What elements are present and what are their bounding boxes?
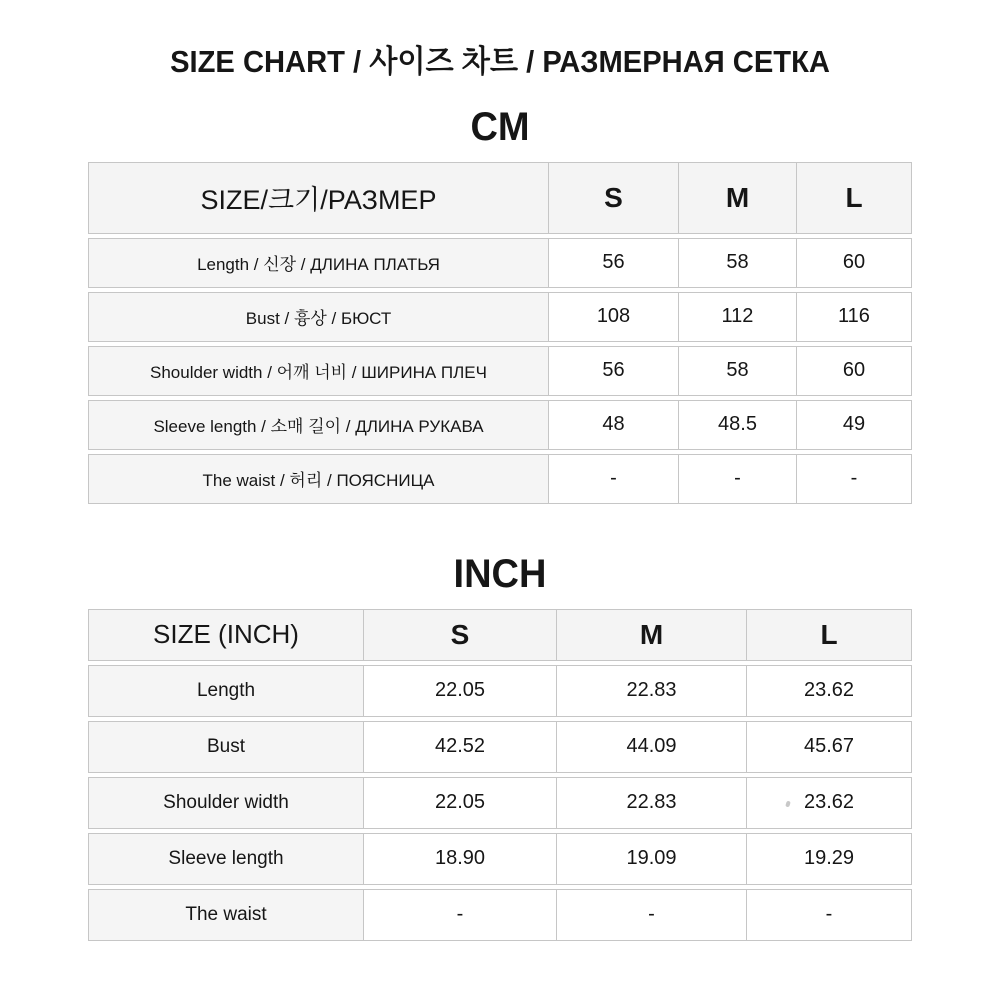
row-label: Sleeve length: [89, 834, 363, 884]
table-row-length-cm: [88, 238, 912, 288]
table-row-bust-inch: [88, 721, 912, 773]
cm-section-heading: CM: [470, 105, 530, 149]
value-l: 49: [796, 401, 911, 449]
value-m: 44.09: [556, 722, 746, 772]
inch-size-m-header: M: [556, 610, 746, 660]
value-m: 19.09: [556, 834, 746, 884]
value-l: 60: [796, 239, 911, 287]
table-row-waist-inch: [88, 889, 912, 941]
value-m: 22.83: [556, 778, 746, 828]
row-label: Shoulder width / 어깨 너비 / ШИРИНА ПЛЕЧ: [89, 347, 548, 395]
value-m: 48.5: [678, 401, 796, 449]
value-l: 45.67: [746, 722, 911, 772]
value-s: 18.90: [363, 834, 556, 884]
value-m: 112: [678, 293, 796, 341]
value-l: 60: [796, 347, 911, 395]
value-s: -: [363, 890, 556, 940]
table-row-sleeve-cm: [88, 400, 912, 450]
inch-size-l-header: L: [746, 610, 911, 660]
value-l: -: [746, 890, 911, 940]
table-row-sleeve-inch: [88, 833, 912, 885]
value-s: 56: [548, 239, 678, 287]
value-s: 42.52: [363, 722, 556, 772]
inch-size-s-header: S: [363, 610, 556, 660]
value-m: 58: [678, 347, 796, 395]
value-l: -: [796, 455, 911, 503]
inch-size-label-header: SIZE (INCH): [153, 619, 299, 650]
page-title: SIZE CHART / 사이즈 차트 / РАЗМЕРНАЯ СЕТКА: [170, 44, 830, 79]
inch-table-header-row: [88, 609, 912, 661]
cm-size-s-header: S: [548, 163, 678, 233]
value-s: -: [548, 455, 678, 503]
table-row-length-inch: [88, 665, 912, 717]
row-label: Bust: [89, 722, 363, 772]
value-m: -: [678, 455, 796, 503]
value-l: 23.62: [746, 666, 911, 716]
cm-size-l-header: L: [796, 163, 911, 233]
value-s: 48: [548, 401, 678, 449]
row-label: The waist: [89, 890, 363, 940]
cm-size-table: [88, 162, 912, 504]
value-m: 58: [678, 239, 796, 287]
table-row-waist-cm: [88, 454, 912, 504]
cm-size-label-header: SIZE/크기/РАЗМЕР: [200, 185, 437, 216]
table-row-bust-cm: [88, 292, 912, 342]
table-row-shoulder-cm: [88, 346, 912, 396]
row-label: Length / 신장 / ДЛИНА ПЛАТЬЯ: [89, 239, 548, 287]
cm-table-header-row: [88, 162, 912, 234]
value-s: 56: [548, 347, 678, 395]
cm-size-m-header: M: [678, 163, 796, 233]
value-l: 23.62: [746, 778, 911, 828]
value-m: 22.83: [556, 666, 746, 716]
row-label: The waist / 허리 / ПОЯСНИЦА: [89, 455, 548, 503]
row-label: Shoulder width: [89, 778, 363, 828]
value-s: 108: [548, 293, 678, 341]
value-l: 19.29: [746, 834, 911, 884]
value-m: -: [556, 890, 746, 940]
row-label: Length: [89, 666, 363, 716]
row-label: Sleeve length / 소매 길이 / ДЛИНА РУКАВА: [89, 401, 548, 449]
inch-section-heading: INCH: [453, 551, 547, 596]
inch-size-table: [88, 609, 912, 941]
value-l: 116: [796, 293, 911, 341]
row-label: Bust / 흉상 / БЮСТ: [89, 293, 548, 341]
value-s: 22.05: [363, 778, 556, 828]
value-s: 22.05: [363, 666, 556, 716]
